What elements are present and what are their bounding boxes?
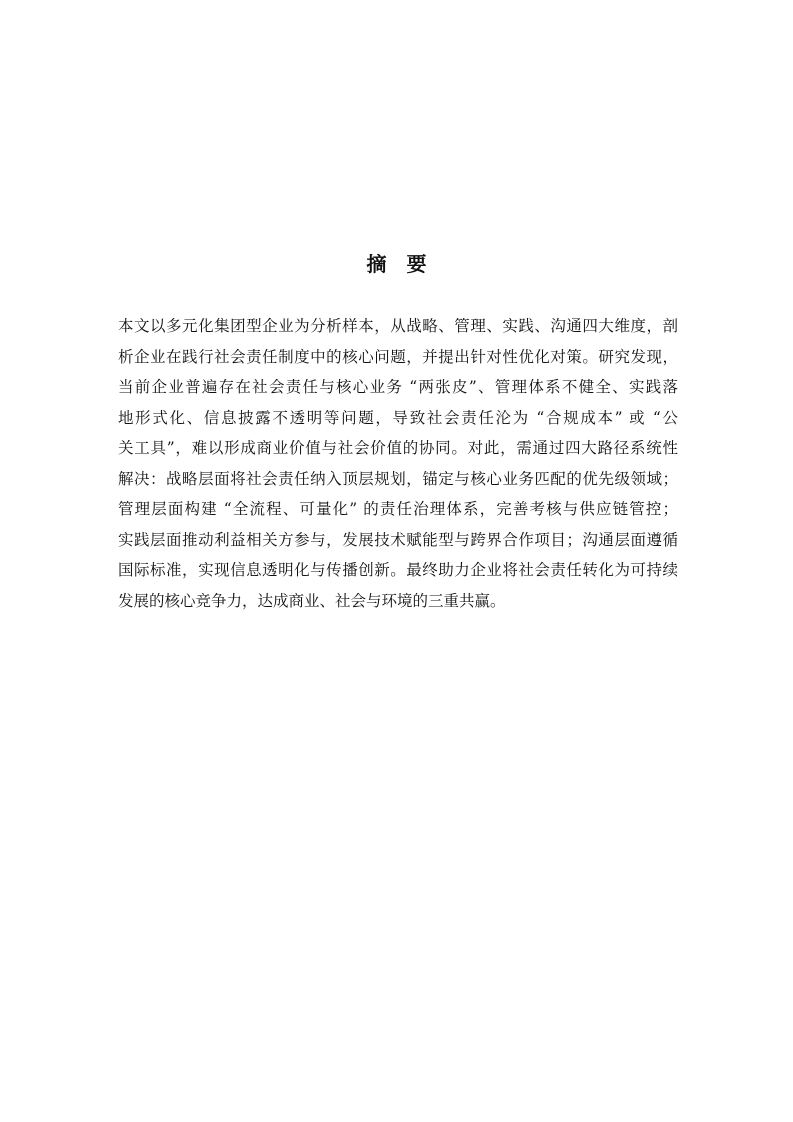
abstract-title: [0, 250, 793, 278]
abstract-title-char-2: 要: [406, 252, 427, 276]
abstract-line: 关工具”，难以形成商业价值与社会价值的协同。对此，需通过四大路径系统性: [118, 439, 678, 457]
abstract-line: 实践层面推动利益相关方参与，发展技术赋能型与跨界合作项目；沟通层面遵循: [118, 530, 678, 549]
abstract-line: 析企业在践行社会责任制度中的核心问题，并提出针对性优化对策。研究发现，: [118, 347, 678, 366]
abstract-line: 地形式化、信息披露不透明等问题，导致社会责任沦为 “合规成本” 或 “公: [118, 408, 678, 427]
abstract-line: 国际标准，实现信息透明化与传播创新。最终助力企业将社会责任转化为可持续: [118, 561, 678, 579]
abstract-line: 解决：战略层面将社会责任纳入顶层规划，锚定与核心业务匹配的优先级领域；: [118, 469, 678, 488]
abstract-line: 管理层面构建 “全流程、可量化” 的责任治理体系，完善考核与供应链管控；: [118, 500, 678, 518]
abstract-line: 本文以多元化集团型企业为分析样本，从战略、管理、实践、沟通四大维度，剖: [118, 317, 678, 335]
abstract-line: 发展的核心竞争力，达成商业、社会与环境的三重共赢。: [118, 591, 506, 610]
abstract-title-char-1: 摘: [366, 252, 387, 276]
abstract-body: [118, 311, 678, 616]
abstract-line: 当前企业普遍存在社会责任与核心业务 “两张皮”、管理体系不健全、实践落: [118, 378, 678, 396]
